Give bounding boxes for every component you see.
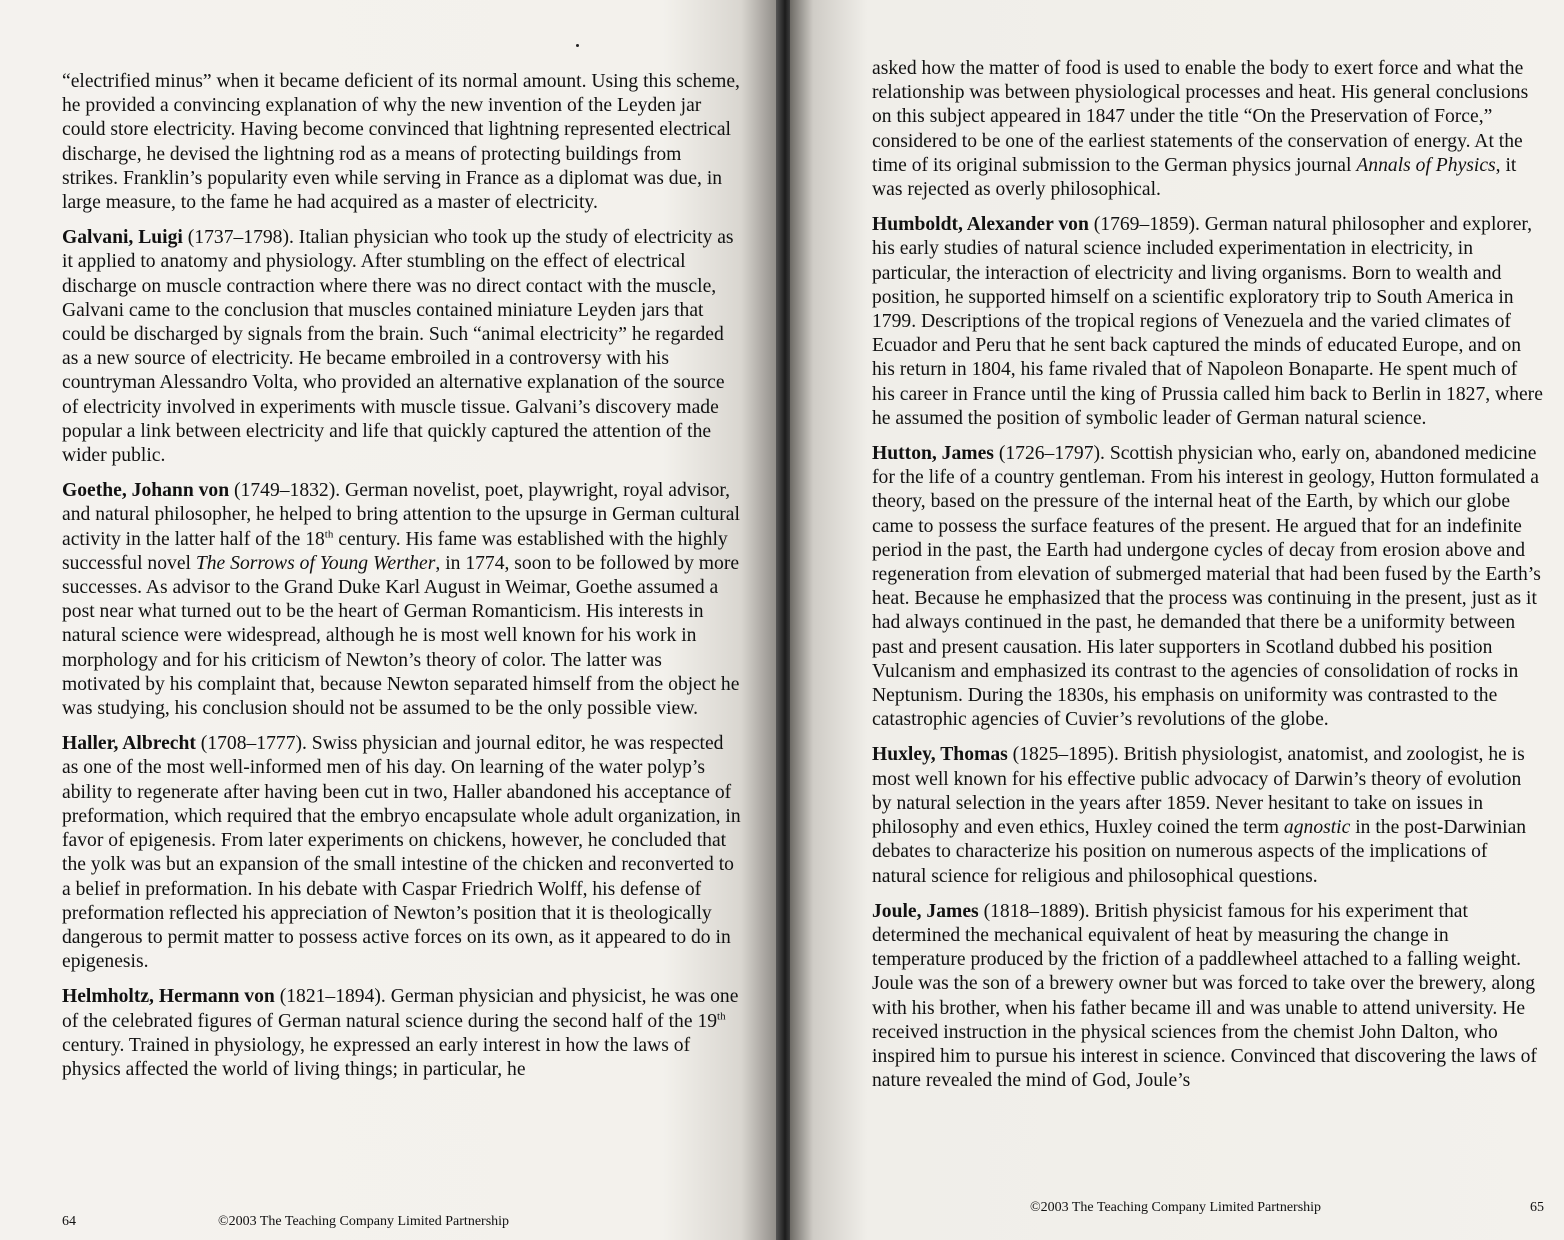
journal-title: Annals of Physics (1356, 154, 1496, 176)
paragraph-helmholtz-continued: asked how the matter of food is used to enable the body to exert force and what the relationship was between physiological processes and heat. His general conclusions on this subject appeared in 1847 under the title “On the Preservation of Force,” considered to be one of the earliest statements of the conservation of energy. At the time of its original submission to the German physics journal Annals of Physics, it was rejected as overly philosophical. (872, 58, 1529, 201)
page-number: 64 (62, 1214, 76, 1229)
book-title: The Sorrows of Young Werther (195, 552, 436, 574)
entry-huxley: Huxley, Thomas (1825–1895). British physiologist, anatomist, and zoologist, he is most well known for his effective public advocacy of Darwin’s theory of evolution by natural selection in the years after 1859. Never hesitant to take on issues in philosophy and even ethics, Huxley coined the term agnostic in the post-Darwinian debates to characterize his position on numerous aspects of the implications of natural science for religious and philosophical questions. (872, 744, 1527, 887)
copyright-footer: ©2003 The Teaching Company Limited Partnership (218, 1214, 510, 1229)
superscript: th (324, 528, 334, 541)
left-page (0, 0, 780, 1240)
entry-name: Helmholtz, Hermann von (62, 986, 275, 1008)
paragraph-franklin-continued: “electrified minus” when it became deficient of its normal amount. Using this scheme, he provided a convincing explanation of why the new invention of the Leyden jar could store electricity. Having become convinced that lightning represented electrical discharge, he devised the lightning rod as a means of protecting buildings from strikes. Franklin’s popularity even while serving in France as a diplomat was due, in large measure, to the fame he had acquired as a master of electricity. (62, 71, 740, 214)
left-page-text (62, 70, 742, 1093)
entry-name: Joule, James (872, 900, 979, 922)
entry-name: Galvani, Luigi (62, 227, 183, 249)
entry-name: Haller, Albrecht (62, 733, 196, 755)
entry-joule: Joule, James (1818–1889). British physicist famous for his experiment that determined the mechanical equivalent of heat by measuring the change in temperature produced by the friction of a paddlewheel attached to a falling weight. Joule was the son of a brewery owner but was forced to take over the brewery, along with his brother, when his father became ill and was unable to attend university. He received instruction in the physical sciences from the chemist John Dalton, who inspired him to pursue his interest in science. Convinced that discovering the laws of nature revealed the mind of God, Joule’s (872, 900, 1537, 1092)
italic-term: agnostic (1283, 817, 1351, 839)
entry-helmholtz: Helmholtz, Hermann von (1821–1894). German physician and physicist, he was one of the celebrated figures of German natural science during the second half of the 19th century. Trained in physiology, he expressed an early interest in how the laws of physics affected the world of living things; in particular, he (62, 986, 739, 1080)
entry-goethe: Goethe, Johann von (1749–1832). German novelist, poet, playwright, royal advisor, and natural philosopher, he helped to bring attention to the upsurge in German cultural activity in the latter half of the 18th century. His fame was established with the highly successful novel The Sorrows of Young Werther, in 1774, soon to be followed by more successes. As advisor to the Grand Duke Karl August in Weimar, Goethe assumed a post near what turned out to be the heart of German Romanticism. His interests in natural science were widespread, although he is most well known for his work in morphology and for his criticism of Newton’s theory of color. The latter was motivated by his complaint that, because Newton separated himself from the object he was studying, his conclusion should not be assumed to be the only possible view. (62, 480, 740, 720)
copyright-footer: ©2003 The Teaching Company Limited Partnership (1030, 1200, 1322, 1215)
entry-humboldt: Humboldt, Alexander von (1769–1859). German natural philosopher and explorer, his early studies of natural science included experimentation in electricity, in particular, the interaction of electricity and living organisms. Born to wealth and position, he supported himself on a scientific exploratory trip to South America in 1799. Descriptions of the tropical regions of Venezuela and the varied climates of Ecuador and Peru that he sent back captured the minds of educated Europe, and on his return in 1804, his fame rivaled that of Napoleon Bonaparte. He spent much of his career in France until the king of Prussia called him back to Berlin in 1827, where he assumed the position of symbolic leader of German natural science. (872, 214, 1543, 429)
entry-galvani: Galvani, Luigi (1737–1798). Italian physician who took up the study of electricity as it applied to anatomy and physiology. After stumbling on the effect of electrical discharge on muscle contraction where there was no direct contact with the muscle, Galvani came to the conclusion that muscles contained miniature Leyden jars that could be discharged by signals from the brain. Such “animal electricity” he regarded as a new source of electricity. He became embroiled in a controversy with his countryman Alessandro Volta, who provided an alternative explanation of the source of electricity involved in experiments with muscle tissue. Galvani’s discovery made popular a link between electricity and life that quickly captured the attention of the wider public. (62, 227, 734, 467)
entry-name: Huxley, Thomas (872, 744, 1008, 766)
page-number: 65 (1530, 1200, 1544, 1215)
entry-hutton: Hutton, James (1726–1797). Scottish physician who, early on, abandoned medicine for the life of a country gentleman. From his interest in geology, Hutton formulated a theory, based on the pressure of the internal heat of the Earth, by which our globe came to possess the surface features of the present. He argued that for an indefinite period in the past, the Earth had undergone cycles of decay from erosion above and regeneration from elevation of submerged material that had been fused by the Earth’s heat. Because he emphasized that the process was continuing in the present, just as it had always continued in the past, he demanded that there be a uniformity between past and present causation. His later supporters in Scotland dubbed his position Vulcanism and emphasized its contrast to the agencies of consolidation of rocks in Neptunism. During the 1830s, his emphasis on uniformity was contrasted to the catastrophic agencies of Cuvier’s revolutions of the globe. (872, 443, 1541, 731)
entry-name: Humboldt, Alexander von (872, 214, 1089, 236)
entry-haller: Haller, Albrecht (1708–1777). Swiss physician and journal editor, he was respected as one of the most well-informed men of his day. On learning of the water polyp’s ability to regenerate after having been cut in two, Haller abandoned his acceptance of preformation, which required that the embryo encapsulate whole adult organization, in favor of epigenesis. From later experiments on chickens, however, he concluded that the yolk was but an expansion of the small intestine of the chicken and reconverted to a belief in preformation. In his debate with Caspar Friedrich Wolff, his defense of preformation reflected his appreciation of Newton’s position that it is theologically dangerous to permit matter to possess active forces on its own, as it appeared to do in epigenesis. (62, 733, 741, 973)
right-page-text (872, 57, 1544, 1104)
entry-name: Hutton, James (872, 443, 994, 465)
right-page (790, 0, 1564, 1240)
ink-speck (576, 44, 579, 47)
entry-name: Goethe, Johann von (62, 480, 230, 502)
superscript: th (717, 1009, 726, 1022)
